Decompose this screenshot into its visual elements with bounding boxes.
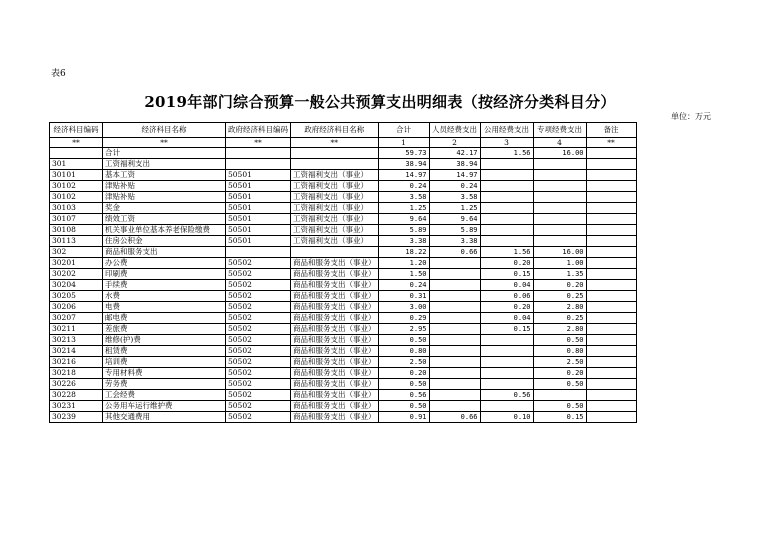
public-cell: [480, 236, 533, 247]
gov-code-cell: 50501: [226, 225, 291, 236]
special-cell: [533, 159, 586, 170]
personnel-cell: [429, 302, 480, 313]
special-cell: 0.50: [533, 401, 586, 412]
gov-code-cell: [226, 159, 291, 170]
total-cell: 0.20: [378, 368, 429, 379]
econ-name-cell: 合计: [103, 148, 226, 159]
personnel-cell: 1.25: [429, 203, 480, 214]
note-cell: [586, 390, 636, 401]
econ-name-cell: 水费: [103, 291, 226, 302]
gov-name-cell: 工资福利支出（事业）: [291, 236, 379, 247]
marker-cell: 1: [378, 138, 429, 148]
special-cell: 0.50: [533, 379, 586, 390]
personnel-cell: [429, 379, 480, 390]
econ-name-cell: 机关事业单位基本养老保险缴费: [103, 225, 226, 236]
table-row: [50, 346, 637, 357]
total-cell: 38.94: [378, 159, 429, 170]
marker-cell: 2: [429, 138, 480, 148]
special-cell: 0.20: [533, 280, 586, 291]
econ-name-cell: 租赁费: [103, 346, 226, 357]
table-row: [50, 368, 637, 379]
special-cell: 2.80: [533, 302, 586, 313]
total-cell: 0.31: [378, 291, 429, 302]
personnel-cell: 0.24: [429, 181, 480, 192]
note-cell: [586, 346, 636, 357]
gov-name-cell: [291, 148, 379, 159]
marker-cell: **: [226, 138, 291, 148]
personnel-cell: [429, 401, 480, 412]
personnel-cell: [429, 280, 480, 291]
col-header-econ-code: 经济科目编码: [50, 123, 103, 138]
page-title: 2019年部门综合预算一般公共预算支出明细表（按经济分类科目分）: [144, 93, 616, 111]
total-cell: 0.29: [378, 313, 429, 324]
gov-name-cell: 商品和服务支出（事业）: [291, 346, 379, 357]
special-cell: 2.80: [533, 324, 586, 335]
personnel-cell: 3.38: [429, 236, 480, 247]
special-cell: 0.20: [533, 368, 586, 379]
note-cell: [586, 291, 636, 302]
table-row: [50, 401, 637, 412]
public-cell: [480, 357, 533, 368]
personnel-cell: 0.66: [429, 247, 480, 258]
gov-code-cell: [226, 148, 291, 159]
note-cell: [586, 159, 636, 170]
marker-row: [50, 138, 637, 148]
table-number-label: 表6: [51, 69, 66, 79]
gov-name-cell: 商品和服务支出（事业）: [291, 368, 379, 379]
table-row: [50, 291, 637, 302]
total-cell: 0.50: [378, 401, 429, 412]
econ-name-cell: 商品和服务支出: [103, 247, 226, 258]
econ-code-cell: 30101: [50, 170, 103, 181]
gov-name-cell: 工资福利支出（事业）: [291, 214, 379, 225]
econ-code-cell: 30103: [50, 203, 103, 214]
econ-code-cell: 30231: [50, 401, 103, 412]
gov-name-cell: 商品和服务支出（事业）: [291, 335, 379, 346]
note-cell: [586, 247, 636, 258]
marker-cell: **: [291, 138, 379, 148]
gov-name-cell: 工资福利支出（事业）: [291, 192, 379, 203]
econ-name-cell: 差旅费: [103, 324, 226, 335]
total-cell: 5.89: [378, 225, 429, 236]
gov-code-cell: 50502: [226, 258, 291, 269]
gov-name-cell: 商品和服务支出（事业）: [291, 302, 379, 313]
public-cell: 0.06: [480, 291, 533, 302]
public-cell: [480, 225, 533, 236]
col-header-personnel: 人员经费支出: [429, 123, 480, 138]
public-cell: 0.04: [480, 313, 533, 324]
public-cell: [480, 203, 533, 214]
total-cell: 0.24: [378, 181, 429, 192]
public-cell: [480, 159, 533, 170]
table-row: [50, 170, 637, 181]
econ-code-cell: 30108: [50, 225, 103, 236]
personnel-cell: [429, 346, 480, 357]
note-cell: [586, 214, 636, 225]
special-cell: 1.35: [533, 269, 586, 280]
public-cell: [480, 401, 533, 412]
gov-name-cell: 商品和服务支出（事业）: [291, 324, 379, 335]
econ-name-cell: 印刷费: [103, 269, 226, 280]
note-cell: [586, 181, 636, 192]
total-cell: 18.22: [378, 247, 429, 258]
econ-name-cell: 基本工资: [103, 170, 226, 181]
special-cell: 0.25: [533, 313, 586, 324]
econ-code-cell: 30206: [50, 302, 103, 313]
public-cell: 0.56: [480, 390, 533, 401]
public-cell: 0.20: [480, 302, 533, 313]
table-row: [50, 412, 637, 423]
public-cell: [480, 214, 533, 225]
gov-code-cell: 50501: [226, 214, 291, 225]
econ-code-cell: 30214: [50, 346, 103, 357]
gov-name-cell: 工资福利支出（事业）: [291, 181, 379, 192]
personnel-cell: [429, 291, 480, 302]
gov-code-cell: 50502: [226, 412, 291, 423]
special-cell: [533, 225, 586, 236]
gov-code-cell: 50502: [226, 324, 291, 335]
econ-code-cell: 30205: [50, 291, 103, 302]
special-cell: 16.00: [533, 148, 586, 159]
col-header-gov-code: 政府经济科目编码: [226, 123, 291, 138]
col-header-special: 专项经费支出: [533, 123, 586, 138]
table-row: [50, 302, 637, 313]
econ-code-cell: 30228: [50, 390, 103, 401]
econ-code-cell: 302: [50, 247, 103, 258]
total-cell: 1.50: [378, 269, 429, 280]
special-cell: 1.00: [533, 258, 586, 269]
special-cell: [533, 214, 586, 225]
gov-name-cell: 商品和服务支出（事业）: [291, 401, 379, 412]
econ-code-cell: 30113: [50, 236, 103, 247]
econ-code-cell: 30226: [50, 379, 103, 390]
table-row: [50, 159, 637, 170]
gov-name-cell: 商品和服务支出（事业）: [291, 269, 379, 280]
special-cell: [533, 236, 586, 247]
table-row: [50, 379, 637, 390]
gov-code-cell: [226, 247, 291, 258]
gov-name-cell: [291, 159, 379, 170]
table-row: [50, 390, 637, 401]
gov-code-cell: 50502: [226, 379, 291, 390]
econ-name-cell: 培训费: [103, 357, 226, 368]
table-row: [50, 181, 637, 192]
gov-code-cell: 50502: [226, 357, 291, 368]
special-cell: 0.80: [533, 346, 586, 357]
gov-code-cell: 50502: [226, 368, 291, 379]
personnel-cell: 38.94: [429, 159, 480, 170]
econ-code-cell: 30218: [50, 368, 103, 379]
special-cell: 0.15: [533, 412, 586, 423]
econ-code-cell: 30107: [50, 214, 103, 225]
total-cell: 59.73: [378, 148, 429, 159]
gov-name-cell: 商品和服务支出（事业）: [291, 412, 379, 423]
gov-code-cell: 50502: [226, 390, 291, 401]
table-row: [50, 269, 637, 280]
note-cell: [586, 357, 636, 368]
gov-name-cell: 商品和服务支出（事业）: [291, 379, 379, 390]
econ-code-cell: 30201: [50, 258, 103, 269]
header-row: [50, 123, 637, 138]
gov-name-cell: 商品和服务支出（事业）: [291, 258, 379, 269]
public-cell: [480, 335, 533, 346]
note-cell: [586, 170, 636, 181]
gov-code-cell: 50502: [226, 346, 291, 357]
special-cell: 0.25: [533, 291, 586, 302]
gov-code-cell: 50501: [226, 192, 291, 203]
personnel-cell: 42.17: [429, 148, 480, 159]
marker-cell: **: [586, 138, 636, 148]
econ-code-cell: 30102: [50, 181, 103, 192]
table-body: [50, 148, 637, 423]
econ-name-cell: 工会经费: [103, 390, 226, 401]
col-header-econ-name: 经济科目名称: [103, 123, 226, 138]
total-cell: 1.20: [378, 258, 429, 269]
note-cell: [586, 368, 636, 379]
table-row: [50, 313, 637, 324]
marker-cell: 4: [533, 138, 586, 148]
gov-code-cell: 50502: [226, 335, 291, 346]
marker-cell: **: [50, 138, 103, 148]
gov-code-cell: 50501: [226, 236, 291, 247]
econ-name-cell: 专用材料费: [103, 368, 226, 379]
econ-name-cell: 劳务费: [103, 379, 226, 390]
special-cell: [533, 170, 586, 181]
econ-code-cell: 30211: [50, 324, 103, 335]
public-cell: [480, 192, 533, 203]
unit-label: 单位：万元: [671, 112, 711, 121]
econ-code-cell: 30216: [50, 357, 103, 368]
note-cell: [586, 236, 636, 247]
econ-code-cell: 30213: [50, 335, 103, 346]
table-row: [50, 247, 637, 258]
personnel-cell: 0.66: [429, 412, 480, 423]
special-cell: 2.50: [533, 357, 586, 368]
gov-name-cell: 工资福利支出（事业）: [291, 225, 379, 236]
econ-name-cell: 手续费: [103, 280, 226, 291]
special-cell: [533, 390, 586, 401]
personnel-cell: 9.64: [429, 214, 480, 225]
gov-name-cell: 商品和服务支出（事业）: [291, 313, 379, 324]
personnel-cell: [429, 258, 480, 269]
econ-code-cell: 30102: [50, 192, 103, 203]
gov-code-cell: 50502: [226, 291, 291, 302]
public-cell: 1.56: [480, 247, 533, 258]
table-row: [50, 236, 637, 247]
note-cell: [586, 412, 636, 423]
public-cell: [480, 379, 533, 390]
public-cell: 0.10: [480, 412, 533, 423]
gov-name-cell: 工资福利支出（事业）: [291, 203, 379, 214]
public-cell: [480, 170, 533, 181]
note-cell: [586, 379, 636, 390]
note-cell: [586, 258, 636, 269]
total-cell: 3.00: [378, 302, 429, 313]
special-cell: 0.50: [533, 335, 586, 346]
col-header-note: 备注: [586, 123, 636, 138]
marker-cell: **: [103, 138, 226, 148]
note-cell: [586, 148, 636, 159]
total-cell: 0.24: [378, 280, 429, 291]
public-cell: 0.15: [480, 324, 533, 335]
col-header-gov-name: 政府经济科目名称: [291, 123, 379, 138]
total-cell: 1.25: [378, 203, 429, 214]
personnel-cell: 14.97: [429, 170, 480, 181]
econ-code-cell: 30204: [50, 280, 103, 291]
personnel-cell: [429, 368, 480, 379]
table-row: [50, 203, 637, 214]
gov-code-cell: 50501: [226, 181, 291, 192]
total-cell: 3.38: [378, 236, 429, 247]
econ-code-cell: [50, 148, 103, 159]
special-cell: [533, 181, 586, 192]
table-row: [50, 324, 637, 335]
note-cell: [586, 192, 636, 203]
gov-name-cell: [291, 247, 379, 258]
econ-code-cell: 30239: [50, 412, 103, 423]
personnel-cell: [429, 390, 480, 401]
econ-name-cell: 电费: [103, 302, 226, 313]
note-cell: [586, 225, 636, 236]
personnel-cell: [429, 313, 480, 324]
total-cell: 0.80: [378, 346, 429, 357]
gov-name-cell: 商品和服务支出（事业）: [291, 291, 379, 302]
table-row: [50, 214, 637, 225]
public-cell: [480, 346, 533, 357]
special-cell: [533, 203, 586, 214]
econ-name-cell: 津贴补贴: [103, 181, 226, 192]
personnel-cell: 5.89: [429, 225, 480, 236]
econ-code-cell: 30202: [50, 269, 103, 280]
gov-code-cell: 50502: [226, 401, 291, 412]
table-row: [50, 258, 637, 269]
gov-code-cell: 50502: [226, 313, 291, 324]
note-cell: [586, 324, 636, 335]
public-cell: [480, 368, 533, 379]
gov-code-cell: 50502: [226, 269, 291, 280]
total-cell: 0.56: [378, 390, 429, 401]
note-cell: [586, 203, 636, 214]
table-row: [50, 192, 637, 203]
public-cell: 0.04: [480, 280, 533, 291]
econ-code-cell: 301: [50, 159, 103, 170]
total-cell: 0.50: [378, 335, 429, 346]
gov-name-cell: 商品和服务支出（事业）: [291, 280, 379, 291]
public-cell: 0.20: [480, 258, 533, 269]
budget-detail-table: [49, 122, 637, 423]
total-cell: 2.95: [378, 324, 429, 335]
marker-cell: 3: [480, 138, 533, 148]
total-cell: 9.64: [378, 214, 429, 225]
note-cell: [586, 401, 636, 412]
gov-name-cell: 商品和服务支出（事业）: [291, 357, 379, 368]
econ-name-cell: 邮电费: [103, 313, 226, 324]
personnel-cell: [429, 269, 480, 280]
table-row: [50, 335, 637, 346]
col-header-public: 公用经费支出: [480, 123, 533, 138]
gov-name-cell: 工资福利支出（事业）: [291, 170, 379, 181]
note-cell: [586, 313, 636, 324]
total-cell: 14.97: [378, 170, 429, 181]
gov-code-cell: 50501: [226, 170, 291, 181]
econ-name-cell: 绩效工资: [103, 214, 226, 225]
total-cell: 0.50: [378, 379, 429, 390]
personnel-cell: [429, 357, 480, 368]
gov-code-cell: 50502: [226, 280, 291, 291]
econ-name-cell: 住房公积金: [103, 236, 226, 247]
note-cell: [586, 269, 636, 280]
econ-name-cell: 奖金: [103, 203, 226, 214]
gov-code-cell: 50502: [226, 302, 291, 313]
personnel-cell: [429, 324, 480, 335]
econ-name-cell: 维修(护)费: [103, 335, 226, 346]
note-cell: [586, 302, 636, 313]
col-header-total: 合计: [378, 123, 429, 138]
econ-code-cell: 30207: [50, 313, 103, 324]
gov-name-cell: 商品和服务支出（事业）: [291, 390, 379, 401]
total-cell: 0.91: [378, 412, 429, 423]
gov-code-cell: 50501: [226, 203, 291, 214]
special-cell: [533, 192, 586, 203]
public-cell: [480, 181, 533, 192]
table-row: [50, 280, 637, 291]
total-cell: 2.50: [378, 357, 429, 368]
econ-name-cell: 公务用车运行维护费: [103, 401, 226, 412]
note-cell: [586, 335, 636, 346]
table-row: [50, 148, 637, 159]
special-cell: 16.00: [533, 247, 586, 258]
table-row: [50, 225, 637, 236]
econ-name-cell: 办公费: [103, 258, 226, 269]
note-cell: [586, 280, 636, 291]
total-cell: 3.58: [378, 192, 429, 203]
econ-name-cell: 其他交通费用: [103, 412, 226, 423]
public-cell: 0.15: [480, 269, 533, 280]
personnel-cell: [429, 335, 480, 346]
econ-name-cell: 津贴补贴: [103, 192, 226, 203]
table-row: [50, 357, 637, 368]
econ-name-cell: 工资福利支出: [103, 159, 226, 170]
public-cell: 1.56: [480, 148, 533, 159]
personnel-cell: 3.58: [429, 192, 480, 203]
